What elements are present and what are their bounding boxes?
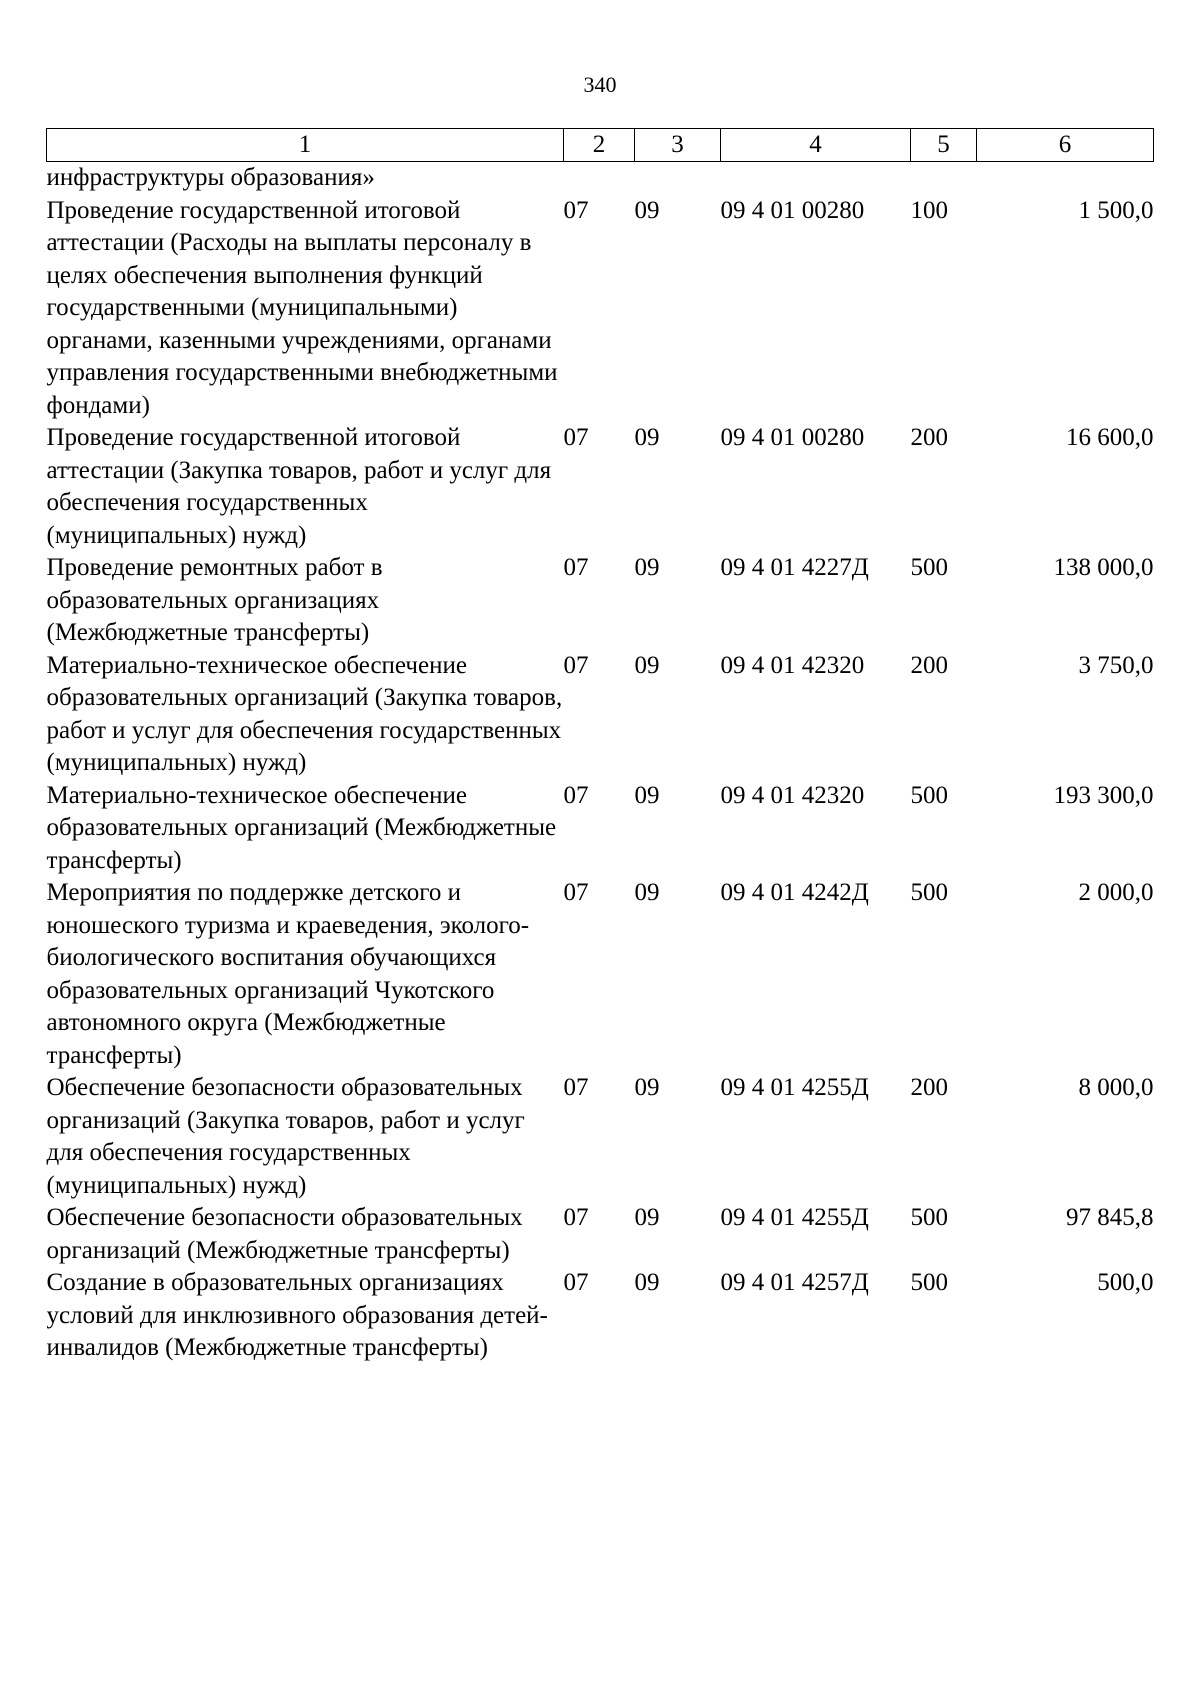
expense-type-code: 500 bbox=[910, 781, 948, 809]
item-name: Обеспечение безопасности образовательных организаций (Межбюджетные трансферты) bbox=[46, 1204, 523, 1264]
item-name: Материально-техническое обеспечение образовательных организаций (Закупка товаров, работ и услуг для обеспечения государственных (муниципальных) нужд) bbox=[46, 651, 563, 776]
target-article-code: 09 4 01 00280 bbox=[720, 424, 865, 451]
target-article-code: 09 4 01 4242Д bbox=[720, 879, 869, 906]
item-name: Проведение государственной итоговой аттестации (Расходы на выплаты персоналу в целях обеспечения выполнения функций государственными (муниципальными) органами, казенными учреждениями, органами управления государственными внебюджетными фондами) bbox=[46, 196, 558, 419]
table-row bbox=[47, 422, 1154, 552]
target-article-code: 09 4 01 4227Д bbox=[720, 554, 869, 581]
item-name: Мероприятия по поддержке детского и юношеского туризма и краеведения, эколого-биологического воспитания обучающихся образовательных организаций Чукотского автономного округа (Межбюджетные трансферты) bbox=[46, 879, 530, 1069]
target-article-code: 09 4 01 42320 bbox=[720, 651, 865, 679]
section-code: 07 bbox=[563, 1074, 589, 1101]
target-article-code: 09 4 01 4255Д bbox=[720, 1204, 869, 1231]
subsection-code: 09 bbox=[634, 196, 660, 224]
subsection-code: 09 bbox=[634, 781, 660, 809]
expense-type-code: 500 bbox=[910, 554, 948, 581]
item-name: Проведение ремонтных работ в образовательных организациях (Межбюджетные трансферты) bbox=[46, 554, 383, 646]
section-code: 07 bbox=[563, 424, 589, 451]
table-row bbox=[47, 1202, 1154, 1267]
amount-value: 193 300,0 bbox=[1053, 781, 1154, 809]
column-header-6: 6 bbox=[977, 129, 1154, 162]
table-row bbox=[47, 195, 1154, 423]
continuation-row bbox=[47, 162, 1154, 195]
section-code: 07 bbox=[563, 1269, 589, 1296]
column-header-3: 3 bbox=[635, 129, 721, 162]
amount-value: 8 000,0 bbox=[1078, 1074, 1154, 1101]
target-article-code: 09 4 01 00280 bbox=[720, 196, 865, 224]
section-code: 07 bbox=[563, 879, 589, 906]
expense-type-code: 500 bbox=[910, 879, 948, 906]
expense-type-code: 500 bbox=[910, 1204, 948, 1231]
item-name: Обеспечение безопасности образовательных организаций (Закупка товаров, работ и услуг для обеспечения государственных (муниципальных) нужд) bbox=[46, 1074, 525, 1199]
amount-value: 97 845,8 bbox=[1066, 1204, 1154, 1231]
target-article-code: 09 4 01 4257Д bbox=[720, 1269, 869, 1296]
table-row bbox=[47, 1267, 1154, 1365]
table-row bbox=[47, 650, 1154, 780]
table-row bbox=[47, 877, 1154, 1072]
table-row bbox=[47, 552, 1154, 650]
section-code: 07 bbox=[563, 196, 589, 224]
subsection-code: 09 bbox=[634, 424, 660, 451]
continuation-text: инфраструктуры образования» bbox=[46, 164, 375, 191]
column-header-1: 1 bbox=[47, 129, 564, 162]
target-article-code: 09 4 01 42320 bbox=[720, 781, 865, 809]
subsection-code: 09 bbox=[634, 1074, 660, 1101]
subsection-code: 09 bbox=[634, 879, 660, 906]
section-code: 07 bbox=[563, 781, 589, 809]
subsection-code: 09 bbox=[634, 554, 660, 581]
expense-type-code: 200 bbox=[910, 651, 948, 679]
target-article-code: 09 4 01 4255Д bbox=[720, 1074, 869, 1101]
expense-type-code: 500 bbox=[910, 1269, 948, 1296]
item-name: Создание в образовательных организациях условий для инклюзивного образования детей-инвалидов (Межбюджетные трансферты) bbox=[46, 1269, 548, 1361]
table-row bbox=[47, 1072, 1154, 1202]
item-name: Проведение государственной итоговой аттестации (Закупка товаров, работ и услуг для обеспечения государственных (муниципальных) нужд) bbox=[46, 424, 552, 549]
column-header-5: 5 bbox=[911, 129, 977, 162]
table-row bbox=[47, 780, 1154, 878]
expense-type-code: 200 bbox=[910, 1074, 948, 1101]
page-number: 340 bbox=[583, 72, 617, 97]
subsection-code: 09 bbox=[634, 651, 660, 679]
amount-value: 16 600,0 bbox=[1066, 424, 1154, 451]
amount-value: 500,0 bbox=[1097, 1269, 1154, 1296]
section-code: 07 bbox=[563, 651, 589, 679]
expense-type-code: 100 bbox=[910, 196, 948, 224]
column-header-2: 2 bbox=[564, 129, 635, 162]
amount-value: 1 500,0 bbox=[1078, 196, 1154, 224]
subsection-code: 09 bbox=[634, 1204, 660, 1231]
table-body bbox=[47, 162, 1154, 1365]
item-name: Материально-техническое обеспечение образовательных организаций (Межбюджетные трансферты) bbox=[46, 781, 557, 874]
expense-type-code: 200 bbox=[910, 424, 948, 451]
amount-value: 138 000,0 bbox=[1053, 554, 1154, 581]
amount-value: 3 750,0 bbox=[1078, 651, 1154, 679]
section-code: 07 bbox=[563, 1204, 589, 1231]
column-header-4: 4 bbox=[721, 129, 911, 162]
section-code: 07 bbox=[563, 554, 589, 581]
budget-table bbox=[46, 128, 1154, 1365]
subsection-code: 09 bbox=[634, 1269, 660, 1296]
amount-value: 2 000,0 bbox=[1078, 879, 1154, 906]
column-number-header-row bbox=[47, 129, 1154, 162]
